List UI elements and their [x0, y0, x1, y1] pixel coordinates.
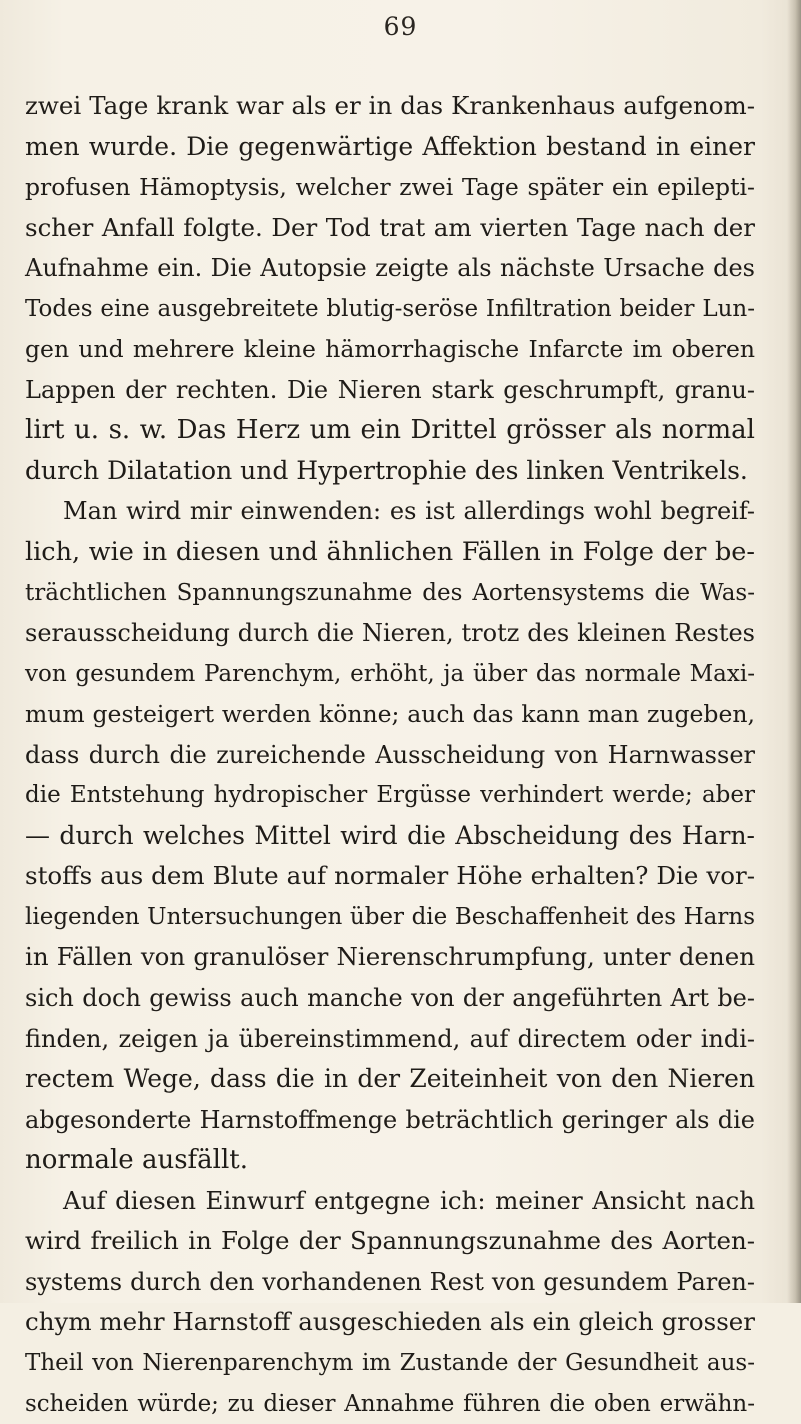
- text-line: lich, wie in diesen und ähnlichen Fällen in Folge der be-: [25, 532, 755, 573]
- text-line: Theil von Nierenparenchym im Zustande der Gesundheit aus-: [25, 1343, 755, 1384]
- text-line: serausscheidung durch die Nieren, trotz des kleinen Restes: [25, 613, 755, 654]
- text-line: Aufnahme ein. Die Autopsie zeigte als nächste Ursache des: [25, 248, 755, 289]
- text-line: durch Dilatation und Hypertrophie des linken Ventrikels.: [25, 451, 755, 492]
- text-line: men wurde. Die gegenwärtige Affektion bestand in einer: [25, 127, 755, 168]
- page-edge-shadow: [787, 0, 801, 1303]
- text-line: trächtlichen Spannungszunahme des Aortensystems die Was-: [25, 573, 755, 614]
- text-line: mum gesteigert werden könne; auch das kann man zugeben,: [25, 694, 755, 735]
- text-line: zwei Tage krank war als er in das Krankenhaus aufgenom-: [25, 86, 755, 127]
- text-line: die Entstehung hydropischer Ergüsse verhindert werde; aber: [25, 775, 755, 816]
- text-line: finden, zeigen ja übereinstimmend, auf directem oder indi-: [25, 1019, 755, 1060]
- text-line: wird freilich in Folge der Spannungszunahme des Aorten-: [25, 1221, 755, 1262]
- text-line: gen und mehrere kleine hämorrhagische Infarcte im oberen: [25, 329, 755, 370]
- text-line: Todes eine ausgebreitete blutig-seröse Infiltration beider Lun-: [25, 289, 755, 330]
- text-line: dass durch die zureichende Ausscheidung von Harnwasser: [25, 735, 755, 776]
- text-line: — durch welches Mittel wird die Abscheidung des Harn-: [25, 816, 755, 857]
- text-line: lirt u. s. w. Das Herz um ein Drittel grösser als normal: [25, 410, 755, 451]
- text-line: sich doch gewiss auch manche von der angeführten Art be-: [25, 978, 755, 1019]
- text-line: scheiden würde; zu dieser Annahme führen die oben erwähn-: [25, 1384, 755, 1424]
- text-line: von gesundem Parenchym, erhöht, ja über das normale Maxi-: [25, 654, 755, 695]
- text-line: stoffs aus dem Blute auf normaler Höhe erhalten? Die vor-: [25, 856, 755, 897]
- text-line: in Fällen von granulöser Nierenschrumpfung, unter denen: [25, 937, 755, 978]
- text-line: profusen Hämoptysis, welcher zwei Tage später ein epilepti-: [25, 167, 755, 208]
- text-line: systems durch den vorhandenen Rest von gesundem Paren-: [25, 1262, 755, 1303]
- text-line: Man wird mir einwenden: es ist allerdings wohl begreif-: [25, 491, 755, 532]
- text-line: chym mehr Harnstoff ausgeschieden als ein gleich grosser: [25, 1302, 755, 1343]
- text-line: rectem Wege, dass die in der Zeiteinheit von den Nieren: [25, 1059, 755, 1100]
- text-line: normale ausfällt.: [25, 1140, 755, 1181]
- text-line: scher Anfall folgte. Der Tod trat am vierten Tage nach der: [25, 208, 755, 249]
- text-line: liegenden Untersuchungen über die Beschaffenheit des Harns: [25, 897, 755, 938]
- text-line: Auf diesen Einwurf entgegne ich: meiner Ansicht nach: [25, 1181, 755, 1222]
- page-number: 69: [0, 12, 801, 41]
- text-line: Lappen der rechten. Die Nieren stark geschrumpft, granu-: [25, 370, 755, 411]
- body-text: [25, 86, 755, 1424]
- text-line: abgesonderte Harnstoffmenge beträchtlich geringer als die: [25, 1100, 755, 1141]
